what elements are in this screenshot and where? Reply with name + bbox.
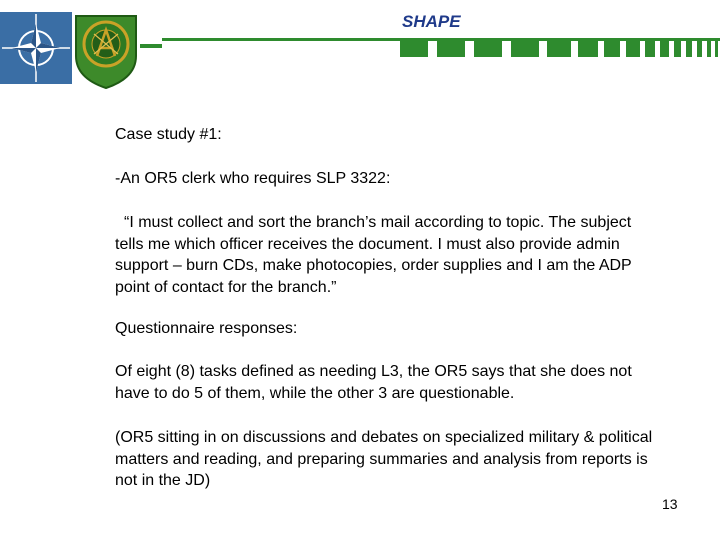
stripe-block bbox=[547, 40, 571, 57]
stripe-block bbox=[674, 40, 681, 57]
stripe-block bbox=[578, 40, 598, 57]
shape-crest-icon bbox=[72, 10, 140, 90]
stripe-block bbox=[437, 40, 465, 57]
tasks-paragraph: Of eight (8) tasks defined as needing L3, the OR5 says that she does not have to do 5 of them, while the other 3 are questionable. bbox=[115, 363, 632, 402]
jd-note-paragraph: (OR5 sitting in on discussions and debates on specialized military & political matters and reading, and preparing summaries and analysis from reports is not in the JD) bbox=[115, 429, 653, 489]
stripe-block bbox=[686, 40, 692, 57]
questionnaire-heading: Questionnaire responses: bbox=[115, 320, 298, 337]
stripe-block bbox=[660, 40, 669, 57]
stripe-block bbox=[511, 40, 539, 57]
stripe-block bbox=[707, 40, 711, 57]
or5-requirement-line: -An OR5 clerk who requires SLP 3322: bbox=[115, 170, 391, 187]
stripe-block bbox=[400, 40, 428, 57]
page-number: 13 bbox=[662, 496, 678, 512]
stripe-block bbox=[715, 40, 718, 57]
stripe-block bbox=[626, 40, 640, 57]
slide-title: SHAPE bbox=[402, 12, 461, 31]
stripe-block bbox=[697, 40, 702, 57]
stripe-block bbox=[474, 40, 502, 57]
clerk-quote: “I must collect and sort the branch’s mail according to topic. The subject tells me which officer receives the document. I must also provide admin support – burn CDs, make photocopies, order supplies and I am the ADP point of contact for the branch.” bbox=[115, 214, 632, 296]
stripe-line bbox=[140, 44, 162, 48]
stripe-block bbox=[645, 40, 655, 57]
nato-star-icon bbox=[0, 12, 72, 84]
stripe-line bbox=[162, 38, 720, 41]
case-study-heading: Case study #1: bbox=[115, 126, 222, 143]
stripe-block bbox=[604, 40, 620, 57]
